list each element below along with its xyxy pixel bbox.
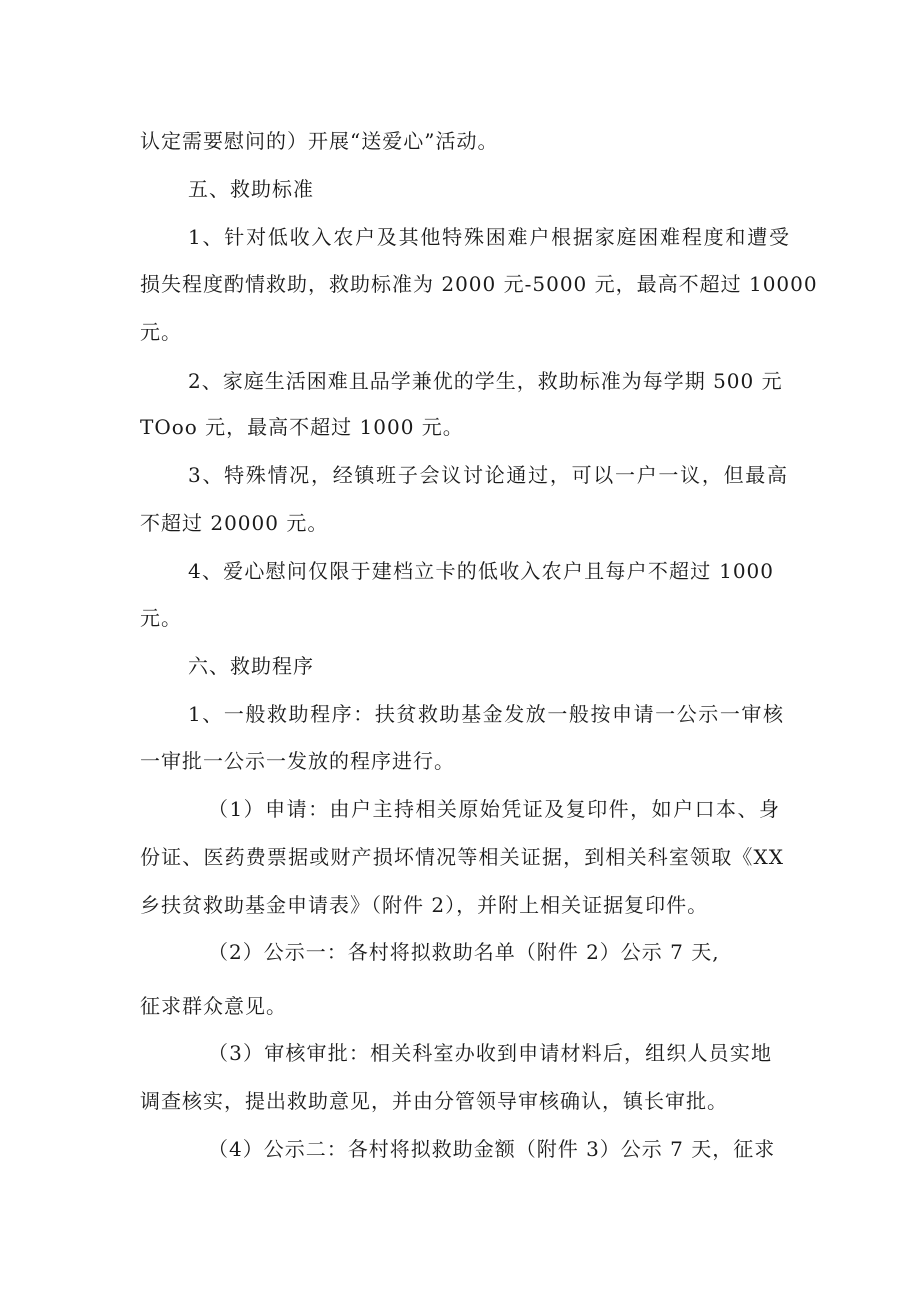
text-line: TOoo 元，最高不超过 1000 元。 — [140, 415, 464, 439]
text-line: 4、爱心慰问仅限于建档立卡的低收入农户且每户不超过 1000 — [188, 559, 774, 583]
text-line: 1、针对低收入农户及其他特殊困难户根据家庭困难程度和遭受 — [188, 225, 790, 249]
text-line: 征求群众意见。 — [140, 994, 287, 1018]
section-heading-procedure: 六、救助程序 — [188, 654, 314, 678]
text-line: （3）审核审批：相关科室办收到申请材料后，组织人员实地 — [208, 1041, 772, 1065]
text-line: 调查核实，提出救助意见，并由分管领导审核确认，镇长审批。 — [140, 1089, 728, 1113]
section-heading-standards: 五、救助标准 — [188, 177, 314, 201]
text-line: 2、家庭生活困难且品学兼优的学生，救助标准为每学期 500 元 — [188, 369, 783, 393]
text-line: 损失程度酌情救助，救助标准为 2000 元-5000 元，最高不超过 10000 — [140, 272, 818, 296]
text-line: 份证、医药费票据或财产损坏情况等相关证据，到相关科室领取《XX — [140, 845, 784, 869]
text-line: 乡扶贫救助基金申请表》（附件 2），并附上相关证据复印件。 — [140, 893, 709, 917]
text-line: 1、一般救助程序：扶贫救助基金发放一般按申请一公示一审核 — [188, 702, 784, 726]
text-line: 元。 — [140, 606, 182, 630]
text-line: 3、特殊情况，经镇班子会议讨论通过，可以一户一议，但最高 — [188, 463, 788, 487]
text-line: （1）申请：由户主持相关原始凭证及复印件，如户口本、身 — [208, 797, 780, 821]
text-line: 不超过 20000 元。 — [140, 511, 329, 535]
text-line: 元。 — [140, 320, 182, 344]
text-line: （2）公示一：各村将拟救助名单（附件 2）公示 7 天, — [208, 940, 720, 964]
text-line: 认定需要慰问的）开展“送爱心”活动。 — [140, 129, 499, 153]
text-line: 一审批一公示一发放的程序进行。 — [140, 749, 455, 773]
text-line: （4）公示二：各村将拟救助金额（附件 3）公示 7 天，征求 — [208, 1137, 776, 1161]
